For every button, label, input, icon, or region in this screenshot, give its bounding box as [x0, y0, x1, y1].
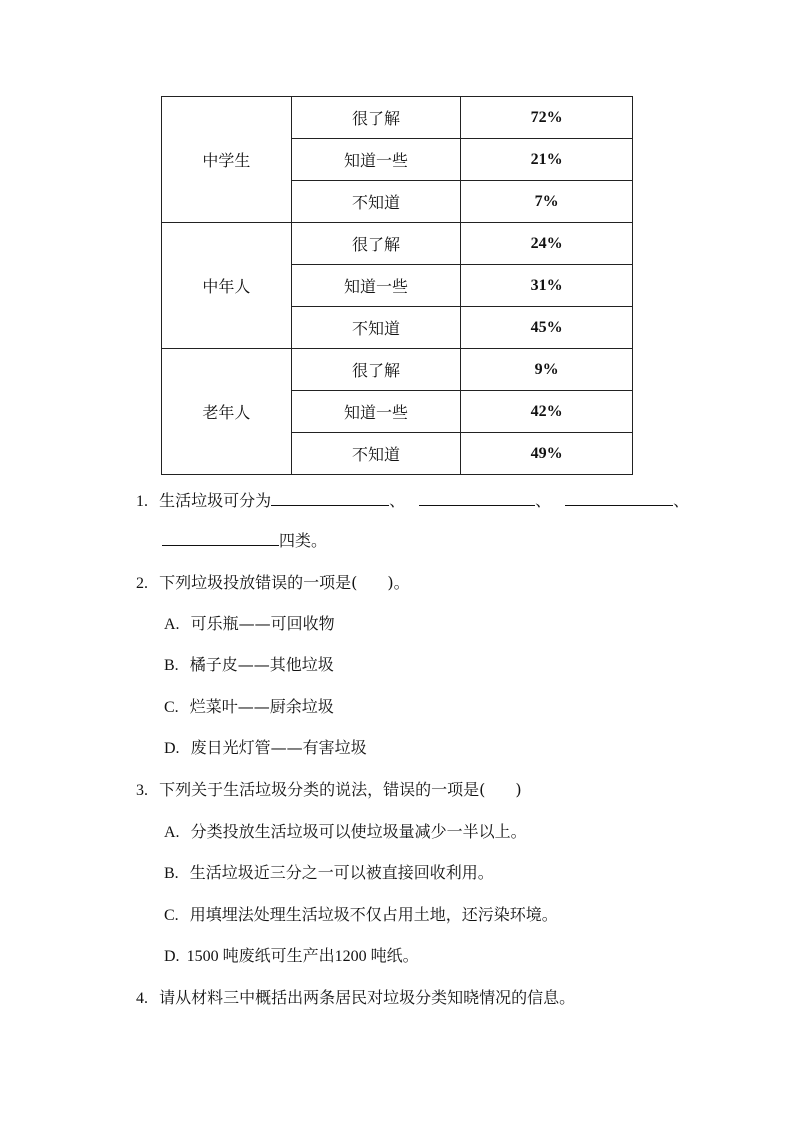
option-text: 橘子皮——其他垃圾 [189, 655, 334, 674]
level-cell: 知道一些 [291, 139, 461, 181]
option-text: 烂菜叶——厨余垃圾 [189, 697, 334, 716]
question-text: 生活垃圾可分为 [159, 491, 272, 510]
question-text: 下列垃圾投放错误的一项是( [159, 573, 358, 592]
answer-blank[interactable] [419, 490, 535, 506]
option-letter: C. [164, 907, 179, 924]
question-tail: 四类。 [279, 531, 328, 550]
question-1-cont [162, 530, 327, 552]
table-row [162, 223, 633, 265]
level-cell: 不知道 [291, 433, 461, 475]
group-cell: 中年人 [162, 223, 292, 349]
question-2 [136, 572, 410, 595]
percent-cell: 72% [461, 97, 633, 139]
percent-cell: 45% [461, 307, 633, 349]
option-a [164, 821, 527, 844]
option-d [164, 945, 419, 968]
question-text: 请从材料三中概括出两条居民对垃圾分类知晓情况的信息。 [159, 988, 576, 1007]
separator: 、 [673, 491, 690, 510]
option-a [164, 613, 335, 636]
option-letter: A. [164, 616, 180, 633]
percent-cell: 9% [461, 349, 633, 391]
separator: 、 [389, 491, 406, 510]
question-3 [136, 779, 522, 802]
group-cell: 老年人 [162, 349, 292, 475]
option-letter: D. [164, 740, 180, 757]
percent-cell: 49% [461, 433, 633, 475]
option-b [164, 654, 334, 677]
level-cell: 不知道 [291, 181, 461, 223]
option-letter: B. [164, 865, 179, 882]
level-cell: 知道一些 [291, 391, 461, 433]
level-cell: 知道一些 [291, 265, 461, 307]
question-close: ) [515, 780, 522, 799]
question-close: )。 [387, 573, 410, 592]
question-number: 3. [136, 782, 148, 799]
option-letter: B. [164, 657, 179, 674]
level-cell: 很了解 [291, 349, 461, 391]
percent-cell: 31% [461, 265, 633, 307]
answer-blank[interactable] [565, 490, 673, 506]
question-1 [136, 490, 689, 513]
option-c [164, 696, 334, 719]
option-letter: D. [164, 948, 180, 965]
percent-cell: 42% [461, 391, 633, 433]
table-row [162, 349, 633, 391]
question-number: 4. [136, 990, 148, 1007]
level-cell: 不知道 [291, 307, 461, 349]
option-text: 可乐瓶——可回收物 [190, 614, 335, 633]
option-text: 生活垃圾近三分之一可以被直接回收利用。 [189, 863, 494, 882]
option-letter: A. [164, 824, 180, 841]
level-cell: 很了解 [291, 223, 461, 265]
question-4 [136, 987, 575, 1010]
option-c [164, 904, 558, 927]
answer-blank[interactable] [162, 530, 279, 546]
percent-cell: 24% [461, 223, 633, 265]
level-cell: 很了解 [291, 97, 461, 139]
separator: 、 [535, 491, 552, 510]
awareness-table [161, 96, 633, 475]
question-number: 1. [136, 493, 148, 510]
option-b [164, 862, 494, 885]
answer-blank[interactable] [271, 490, 389, 506]
percent-cell: 7% [461, 181, 633, 223]
percent-cell: 21% [461, 139, 633, 181]
question-text: 下列关于生活垃圾分类的说法，错误的一项是( [159, 780, 486, 799]
option-letter: C. [164, 699, 179, 716]
option-text: 分类投放生活垃圾可以使垃圾量减少一半以上。 [190, 822, 527, 841]
option-text: 用填埋法处理生活垃圾不仅占用土地，还污染环境。 [189, 905, 558, 924]
table-row [162, 97, 633, 139]
question-number: 2. [136, 575, 148, 592]
option-d [164, 737, 367, 760]
option-text: 废日光灯管——有害垃圾 [190, 738, 367, 757]
option-text: 1500 吨废纸可生产出1200 吨纸。 [186, 948, 419, 965]
group-cell: 中学生 [162, 97, 292, 223]
